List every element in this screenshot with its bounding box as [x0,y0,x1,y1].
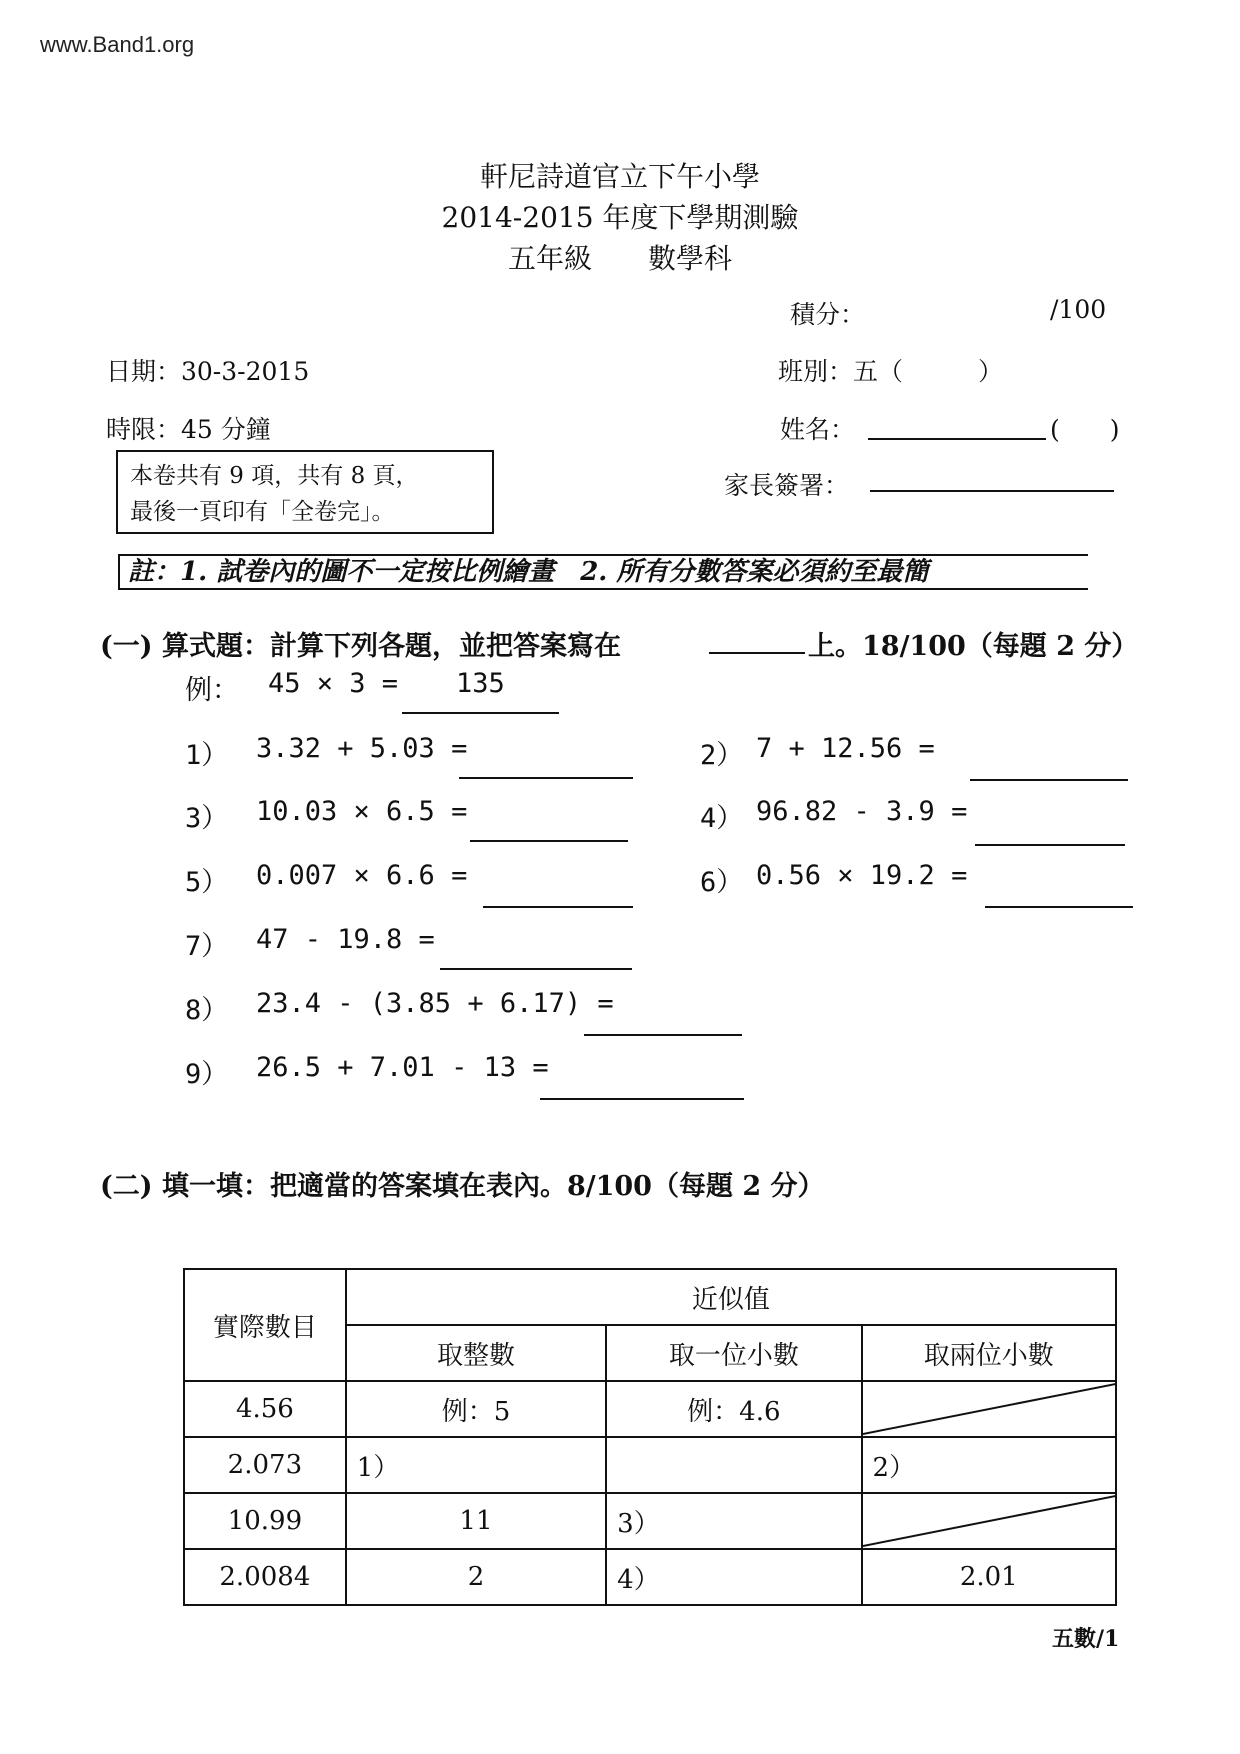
name-class-number: ( ) [1050,415,1120,444]
actual-cell: 4.56 [184,1381,346,1437]
question-expression: 47 - 19.8 = [256,924,435,955]
header-approx-value: 近似值 [346,1269,1116,1325]
answer-line-4[interactable] [975,844,1125,846]
example-answer-line [402,712,559,714]
answer-cell-4[interactable]: 4） [606,1549,861,1605]
question-number: 6） [700,867,744,898]
question-expression: 96.82 - 3.9 = [756,796,968,827]
question-number: 7） [185,931,229,962]
info-line-1: 本卷共有 9 項，共有 8 頁， [130,463,419,489]
actual-cell: 10.99 [184,1493,346,1549]
table-row [184,1381,1116,1437]
whole-cell: 2 [346,1549,606,1605]
question-number: 2） [700,740,744,771]
question-number: 8） [185,995,229,1026]
question-number: 3） [185,803,229,834]
header-whole-number: 取整數 [346,1325,606,1381]
two-decimal-cell: 2.01 [862,1549,1116,1605]
question-expression: 23.4 - (3.85 + 6.17) = [256,988,614,1019]
actual-cell: 2.073 [184,1437,346,1493]
time-limit: 時限：45 分鐘 [106,415,271,444]
answer-line-5[interactable] [483,906,633,908]
parent-signature-line[interactable] [870,490,1114,492]
example-answer: 135 [456,668,505,699]
question-number: 4） [700,803,744,834]
note-box: 註：1. 試卷內的圖不一定按比例繪畫 2. 所有分數答案必須約至最簡 [118,554,1088,590]
date-field: 日期：30-3-2015 [106,357,310,386]
site-watermark[interactable]: www.Band1.org [40,32,195,57]
question-expression: 7 + 12.56 = [756,733,935,764]
example-expression: 45 × 3 = [268,668,399,699]
school-name: 軒尼詩道官立下午小學 [479,160,760,193]
answer-line-7[interactable] [440,968,632,970]
section1-title-blank [709,652,805,654]
one-decimal-cell: 例：4.6 [606,1381,861,1437]
question-number: 1） [185,740,229,771]
whole-cell: 11 [346,1493,606,1549]
score-total: /100 [1050,295,1107,324]
section2-title: (二) 填一填：把適當的答案填在表內。8/100（每題 2 分） [100,1171,825,1202]
section1-title-end: 上。18/100（每題 2 分） [808,631,1139,662]
question-expression: 10.03 × 6.5 = [256,796,468,827]
name-line[interactable] [868,438,1046,440]
diagonal-slash [863,1494,1115,1548]
question-expression: 3.32 + 5.03 = [256,733,468,764]
grade-subject: 五年級 數學科 [507,242,732,275]
crossed-out-cell [862,1381,1116,1437]
answer-line-1[interactable] [459,777,633,779]
answer-line-2[interactable] [970,779,1128,781]
table-row [184,1437,1116,1493]
answer-line-9[interactable] [540,1098,744,1100]
table-row [184,1549,1116,1605]
question-number: 9） [185,1059,229,1090]
page-footer: 五數/1 [1052,1626,1120,1652]
paper-info-box [116,450,494,534]
question-expression: 0.56 × 19.2 = [756,860,968,891]
section1-title-start: (一) 算式題：計算下列各題，並把答案寫在 [100,631,621,662]
info-line-2: 最後一頁印有「全卷完」。 [130,499,395,525]
crossed-out-cell [862,1493,1116,1549]
class-field: 班別：五（ ） [778,357,1004,386]
answer-cell-3[interactable]: 3） [606,1493,861,1549]
one-decimal-cell [606,1437,861,1493]
actual-cell: 2.0084 [184,1549,346,1605]
answer-cell-1[interactable]: 1） [346,1437,606,1493]
answer-cell-2[interactable]: 2） [862,1437,1116,1493]
name-label: 姓名： [780,415,856,444]
question-number: 5） [185,867,229,898]
diagonal-slash [863,1382,1115,1436]
score-label: 積分： [790,300,866,329]
answer-line-3[interactable] [470,840,628,842]
question-expression: 26.5 + 7.01 - 13 = [256,1052,549,1083]
example-label: 例： [185,675,239,706]
answer-line-6[interactable] [985,906,1133,908]
whole-cell: 例：5 [346,1381,606,1437]
question-expression: 0.007 × 6.6 = [256,860,468,891]
table-row [184,1493,1116,1549]
parent-signature-label: 家長簽署： [724,471,850,500]
answer-line-8[interactable] [584,1034,742,1036]
header-two-decimal: 取兩位小數 [862,1325,1116,1381]
term-title: 2014-2015 年度下學期測驗 [441,201,799,234]
header-one-decimal: 取一位小數 [606,1325,861,1381]
header-actual-number: 實際數目 [184,1269,346,1381]
approximation-table [183,1268,1117,1606]
